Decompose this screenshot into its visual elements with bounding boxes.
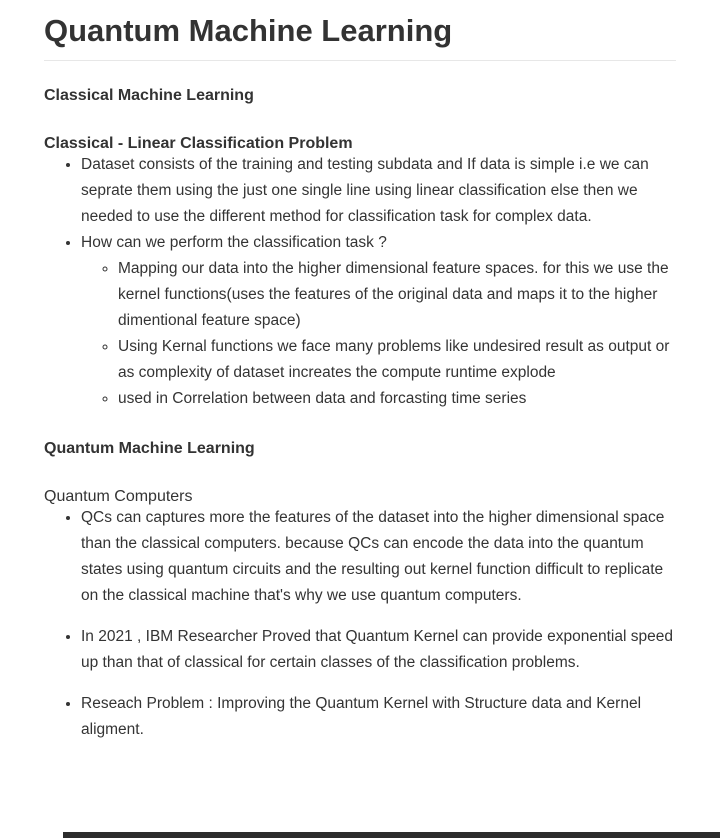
list-item bbox=[81, 152, 676, 230]
heading-quantum-machine-learning: Quantum Machine Learning bbox=[44, 440, 255, 457]
list-item-text: In 2021 , IBM Researcher Proved that Quantum Kernel can provide exponential speed up than that of classical for certain classes of the classification problems. bbox=[81, 628, 673, 671]
list-item-text: Reseach Problem : Improving the Quantum Kernel with Structure data and Kernel aligment. bbox=[81, 695, 642, 738]
classical-sub-list bbox=[81, 256, 676, 412]
list-item bbox=[118, 386, 676, 412]
list-item-text: Dataset consists of the training and testing subdata and If data is simple i.e we can seprate them using the just one single line using linear classification else then we needed to use the different method for classification task for complex data. bbox=[81, 156, 649, 225]
heading-classical-machine-learning: Classical Machine Learning bbox=[44, 87, 254, 104]
list-item bbox=[81, 624, 676, 676]
list-item-text: used in Correlation between data and forcasting time series bbox=[118, 390, 527, 407]
divider bbox=[44, 60, 676, 61]
list-item bbox=[81, 691, 676, 743]
page-title: Quantum Machine Learning bbox=[44, 13, 453, 48]
cropped-dark-block bbox=[63, 832, 720, 838]
list-item-text: Mapping our data into the higher dimensional feature spaces. for this we use the kernel functions(uses the features of the original data and maps it to the higher dimentional feature space) bbox=[118, 260, 669, 329]
list-item-text: How can we perform the classification task ? bbox=[81, 234, 387, 251]
quantum-bullet-list bbox=[44, 505, 676, 743]
list-item bbox=[81, 505, 676, 609]
list-item bbox=[118, 334, 676, 386]
heading-classical-linear-classification: Classical - Linear Classification Problem bbox=[44, 135, 353, 152]
classical-bullet-list bbox=[44, 152, 676, 412]
list-item-text: Using Kernal functions we face many problems like undesired result as output or as complexity of dataset increates the compute runtime explode bbox=[118, 338, 670, 381]
list-item bbox=[81, 230, 676, 412]
list-item-text: QCs can captures more the features of the dataset into the higher dimensional space than the classical computers. because QCs can encode the data into the quantum states using quantum circuits and the resulting out kernel function difficult to replicate on the classical machine that's why we use quantum computers. bbox=[81, 509, 665, 604]
paragraph-quantum-computers: Quantum Computers bbox=[44, 488, 193, 505]
list-item bbox=[118, 256, 676, 334]
